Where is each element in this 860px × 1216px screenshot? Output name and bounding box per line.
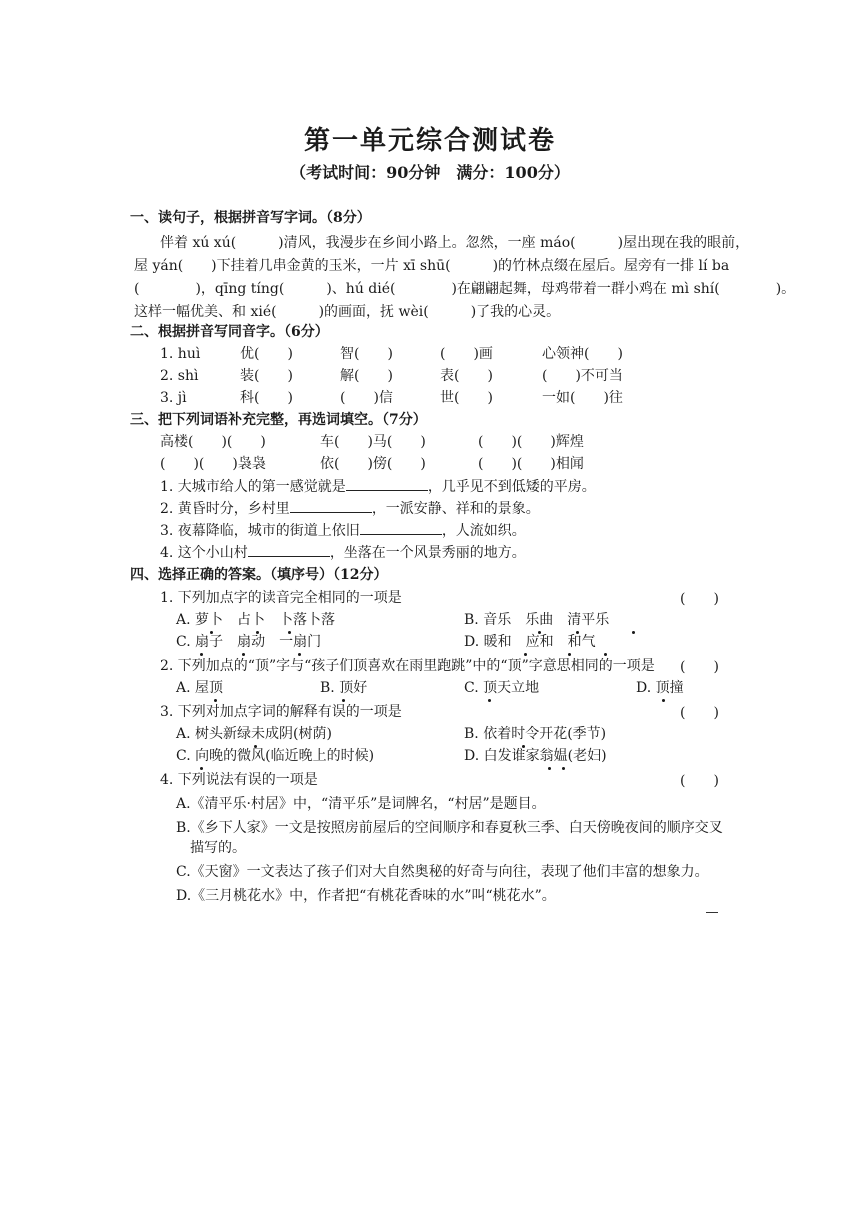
s3-word-5: 依( )傍( ) xyxy=(320,456,426,472)
stray-mark xyxy=(706,912,718,913)
s4-q1-option-c: C. 扇子 扇动 一扇门 xyxy=(176,634,322,650)
answer-blank[interactable] xyxy=(248,542,330,557)
emphasis-dot xyxy=(538,631,541,634)
s3-word-1: 高楼( )( ) xyxy=(160,434,266,450)
s4-q2-option-b: B. 顶好 xyxy=(320,680,368,696)
s3-sentence-1: 1. 大城市给人的第一感觉就是 ，几乎见不到低矮的平房。 xyxy=(160,476,596,497)
s2-row-1-c3: ( )画 xyxy=(440,346,493,362)
s4-q4-stem: 4. 下列说法有误的一项是 xyxy=(160,772,318,788)
emphasis-dot xyxy=(254,745,257,748)
emphasis-dot xyxy=(200,653,203,656)
s2-row-3-c1: 科( ) xyxy=(240,390,293,406)
answer-blank[interactable] xyxy=(360,520,442,535)
s3-word-4: ( )( )袅袅 xyxy=(160,456,266,472)
s3-word-2: 车( )马( ) xyxy=(320,434,426,450)
s2-row-2-c3: 表( ) xyxy=(440,368,493,384)
answer-paren[interactable]: ( ) xyxy=(680,659,719,675)
emphasis-dot xyxy=(576,631,579,634)
s3-word-6: ( )( )相闻 xyxy=(478,456,584,472)
section-4-heading: 四、选择正确的答案。（填序号）（12分） xyxy=(130,567,388,583)
emphasis-dot xyxy=(256,631,259,634)
s3-sentence-4: 4. 这个小山村 ，坐落在一个风景秀丽的地方。 xyxy=(160,542,526,563)
answer-paren[interactable]: ( ) xyxy=(680,591,719,607)
section-1-heading: 一、读句子，根据拼音写字词。（8分） xyxy=(130,210,371,226)
s2-row-3-c2: ( )信 xyxy=(340,390,393,406)
emphasis-dot xyxy=(562,767,565,770)
emphasis-dot xyxy=(662,699,665,702)
s4-q2-option-c: C. 顶天立地 xyxy=(464,680,540,696)
answer-blank[interactable] xyxy=(346,476,428,491)
emphasis-dot xyxy=(548,767,551,770)
s4-q1-option-d: D. 暖和 应和 和气 xyxy=(464,634,596,650)
s2-row-3-c3: 世( ) xyxy=(440,390,493,406)
emphasis-dot xyxy=(210,631,213,634)
s4-q3-stem: 3. 下列对加点字词的解释有误的一项是 xyxy=(160,704,402,720)
s4-q3-option-b: B. 依着时令开花(季节) xyxy=(464,726,607,742)
s2-row-1-c2: 智( ) xyxy=(340,346,393,362)
s4-q4-option-a: A.《清平乐·村居》中，“清平乐”是词牌名，“村居”是题目。 xyxy=(176,796,546,812)
s1-line-2: 屋 yán( )下挂着几串金黄的玉米，一片 xī shū( )的竹林点缀在屋后。屋旁有一排 lí ba xyxy=(134,258,730,274)
s4-q1-option-a: A. 萝卜 占卜 卜落卜落 xyxy=(176,612,336,628)
emphasis-dot xyxy=(342,699,345,702)
emphasis-dot xyxy=(200,767,203,770)
s4-q3-option-a: A. 树头新绿未成阴(树荫) xyxy=(176,726,332,742)
emphasis-dot xyxy=(288,631,291,634)
s4-q4-option-d: D.《三月桃花水》中，作者把“有桃花香味的水”叫“桃花水”。 xyxy=(176,888,556,904)
emphasis-dot xyxy=(214,699,217,702)
emphasis-dot xyxy=(242,653,245,656)
exam-info: （考试时间：90分钟 满分：100分） xyxy=(290,163,570,182)
section-2-heading: 二、根据拼音写同音字。（6分） xyxy=(130,324,329,340)
s4-q3-option-d: D. 白发谁家翁媪(老妇) xyxy=(464,748,607,764)
s2-row-1-c4: 心领神( ) xyxy=(542,346,623,362)
section-3-heading: 三、把下列词语补充完整，再选词填空。（7分） xyxy=(130,412,427,428)
s4-q2-stem: 2. 下列加点的“顶”字与“孩子们顶喜欢在雨里跑跳”中的“顶”字意思相同的一项是 xyxy=(160,658,655,674)
answer-paren[interactable]: ( ) xyxy=(680,705,719,721)
s1-line-4: 这样一幅优美、和 xié( )的画面，抚 wèi( )了我的心灵。 xyxy=(134,304,561,320)
s4-q4-option-b-line-1: B.《乡下人家》一文是按照房前屋后的空间顺序和春夏秋三季、白天傍晚夜间的顺序交叉 xyxy=(176,820,723,836)
s2-row-1-num: 1. huì xyxy=(160,346,201,362)
emphasis-dot xyxy=(488,699,491,702)
page-title: 第一单元综合测试卷 xyxy=(303,126,556,156)
s2-row-2-num: 2. shì xyxy=(160,368,199,384)
s3-sentence-2: 2. 黄昏时分，乡村里 ，一派安静、祥和的景象。 xyxy=(160,498,540,519)
s3-word-3: ( )( )辉煌 xyxy=(478,434,584,450)
s4-q1-option-b: B. 音乐 乐曲 清平乐 xyxy=(464,612,610,628)
answer-blank[interactable] xyxy=(290,498,372,513)
s1-line-1: 伴着 xú xú( )清风，我漫步在乡间小路上。忽然，一座 máo( )屋出现在我的眼前， xyxy=(160,235,750,251)
s2-row-3-num: 3. jì xyxy=(160,390,187,406)
s4-q2-option-a: A. 屋顶 xyxy=(176,680,224,696)
emphasis-dot xyxy=(568,653,571,656)
emphasis-dot xyxy=(522,745,525,748)
s2-row-2-c4: ( )不可当 xyxy=(542,368,623,384)
s4-q4-option-c: C.《天窗》一文表达了孩子们对大自然奥秘的好奇与向往，表现了他们丰富的想象力。 xyxy=(176,864,709,880)
answer-paren[interactable]: ( ) xyxy=(680,773,719,789)
s3-sentence-3: 3. 夜幕降临，城市的街道上依旧 ，人流如织。 xyxy=(160,520,526,541)
s4-q1-stem: 1. 下列加点字的读音完全相同的一项是 xyxy=(160,590,402,606)
s1-line-3: ( )，qīng tíng( )、hú dié( )在翩翩起舞，母鸡带着一群小鸡在 mì shí( )。 xyxy=(134,281,796,297)
emphasis-dot xyxy=(298,653,301,656)
emphasis-dot xyxy=(604,653,607,656)
s4-q2-option-d: D. 顶撞 xyxy=(636,680,684,696)
s2-row-3-c4: 一如( )往 xyxy=(542,390,623,406)
emphasis-dot xyxy=(524,653,527,656)
s2-row-2-c1: 装( ) xyxy=(240,368,293,384)
s4-q4-option-b-line-2: 描写的。 xyxy=(190,840,246,856)
s4-q3-option-c: C. 向晚的微风(临近晚上的时候) xyxy=(176,748,375,764)
s2-row-2-c2: 解( ) xyxy=(340,368,393,384)
s2-row-1-c1: 优( ) xyxy=(240,346,293,362)
emphasis-dot xyxy=(632,631,635,634)
